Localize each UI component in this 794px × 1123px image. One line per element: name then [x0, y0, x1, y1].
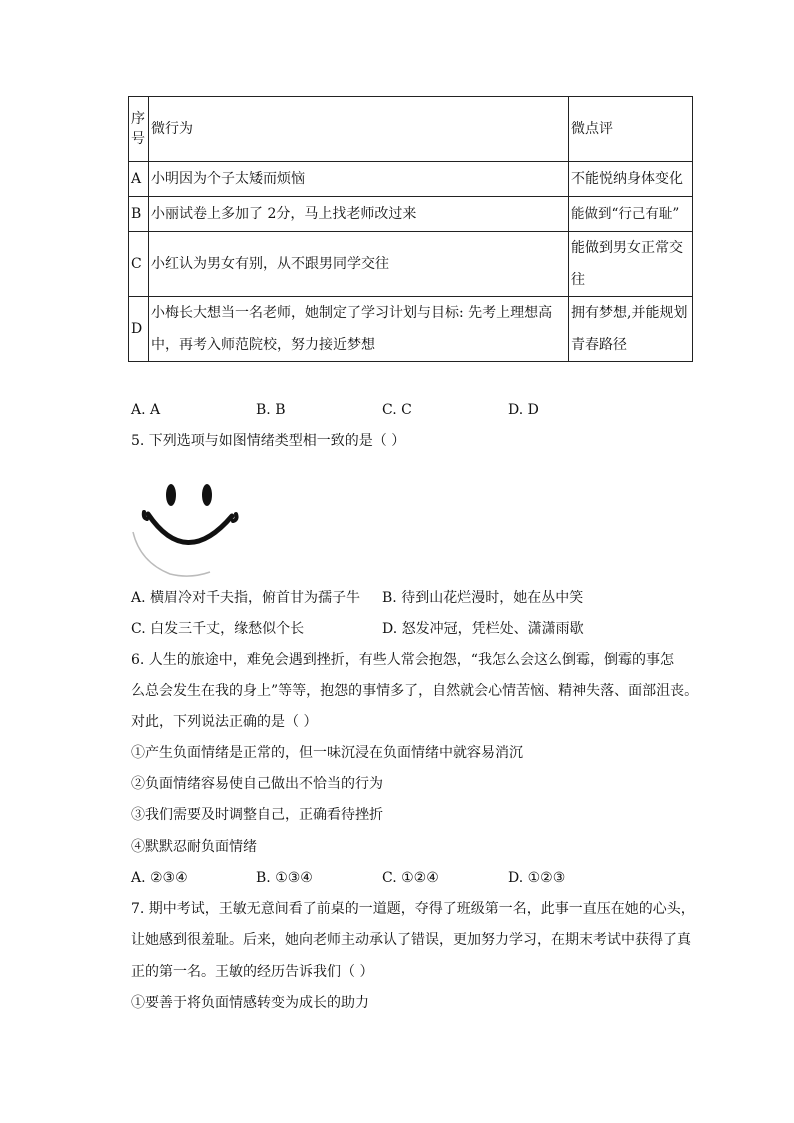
table-row — [129, 232, 693, 297]
q4-option-d[interactable]: D. D — [508, 402, 539, 418]
row-behavior: 小丽试卷上多加了 2分，马上找老师改过来 — [149, 197, 569, 232]
q5-option-c[interactable]: C. 白发三千丈，缘愁似个长 — [131, 621, 305, 637]
q6-stem-line-1: 6. 人生的旅途中，难免会遇到挫折，有些人常会抱怨，“我怎么会这么倒霉，倒霉的事怎 — [131, 652, 674, 668]
q6-option-d[interactable]: D. ①②③ — [508, 870, 566, 886]
q6-item-3: ③我们需要及时调整自己，正确看待挫折 — [131, 807, 383, 823]
row-seq: B — [129, 197, 149, 232]
q6-option-b[interactable]: B. ①③④ — [256, 870, 313, 886]
row-seq: C — [129, 232, 149, 297]
q6-option-c[interactable]: C. ①②④ — [382, 870, 439, 886]
smiley-face-icon — [130, 472, 242, 578]
row-behavior: 小明因为个子太矮而烦恼 — [149, 162, 569, 197]
header-comment: 微点评 — [569, 97, 693, 162]
q6-option-a[interactable]: A. ②③④ — [131, 870, 188, 886]
q6-stem-line-3: 对此，下列说法正确的是（ ） — [131, 714, 318, 730]
q4-option-a[interactable]: A. A — [131, 402, 161, 418]
row-comment: 不能悦纳身体变化 — [569, 162, 693, 197]
row-seq: A — [129, 162, 149, 197]
header-behavior: 微行为 — [149, 97, 569, 162]
q6-stem-line-2: 么总会发生在我的身上”等等，抱怨的事情多了，自然就会心情苦恼、精神失落、面部沮丧。 — [131, 683, 699, 699]
q6-item-4: ④默默忍耐负面情绪 — [131, 839, 257, 855]
q5-option-a[interactable]: A. 横眉冷对千夫指，俯首甘为孺子牛 — [131, 590, 361, 606]
row-behavior: 小红认为男女有别，从不跟男同学交往 — [149, 232, 569, 297]
header-seq: 序号 — [129, 97, 149, 162]
table-row — [129, 297, 693, 362]
q7-stem-line-3: 正的第一名。王敏的经历告诉我们（ ） — [131, 964, 374, 980]
row-comment: 能做到“行己有耻” — [569, 197, 693, 232]
row-seq: D — [129, 297, 149, 362]
row-comment: 能做到男女正常交往 — [569, 232, 693, 297]
table-row — [129, 197, 693, 232]
q4-option-b[interactable]: B. B — [256, 402, 286, 418]
table-header-row — [129, 97, 693, 162]
q7-stem-line-2: 让她感到很羞耻。后来，她向老师主动承认了错误，更加努力学习，在期末考试中获得了真 — [131, 932, 691, 948]
q7-stem-line-1: 7. 期中考试，王敏无意间看了前桌的一道题，夺得了班级第一名，此事一直压在她的心头， — [131, 901, 695, 917]
q5-option-b[interactable]: B. 待到山花烂漫时，她在丛中笑 — [382, 590, 584, 606]
table-row — [129, 162, 693, 197]
q4-option-c[interactable]: C. C — [382, 402, 412, 418]
q5-option-d[interactable]: D. 怒发冲冠，凭栏处、潇潇雨歇 — [382, 621, 584, 637]
row-behavior: 小梅长大想当一名老师，她制定了学习计划与目标: 先考上理想高中，再考入师范院校，努力接近梦想 — [149, 297, 569, 362]
behavior-table — [128, 96, 693, 362]
q6-item-2: ②负面情绪容易使自己做出不恰当的行为 — [131, 776, 383, 792]
row-comment: 拥有梦想,并能规划青春路径 — [569, 297, 693, 362]
q7-item-1: ①要善于将负面情感转变为成长的助力 — [131, 995, 369, 1011]
q5-stem: 5. 下列选项与如图情绪类型相一致的是（ ） — [131, 433, 406, 449]
q6-item-1: ①产生负面情绪是正常的，但一味沉浸在负面情绪中就容易消沉 — [131, 745, 523, 761]
